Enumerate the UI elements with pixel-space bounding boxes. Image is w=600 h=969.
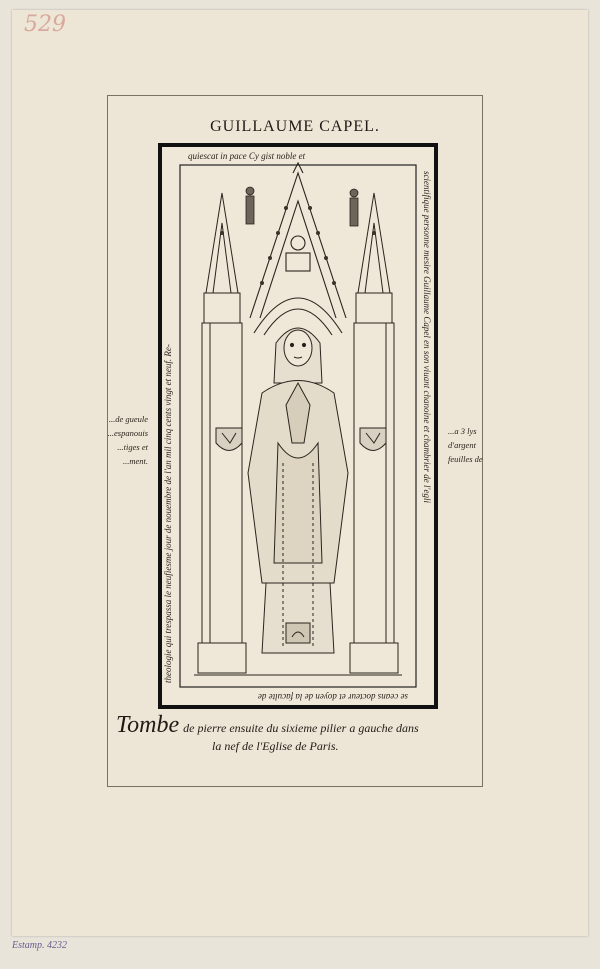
collection-stamp-note: Estamp. 4232	[12, 940, 67, 951]
heraldry-note-left: ...de gueule ...espanouis ...tiges et ...ment.	[107, 414, 148, 466]
caption-lead: Tombe	[116, 712, 180, 738]
left-statue	[246, 187, 254, 224]
left-shield	[216, 428, 242, 451]
inscription-top: quiescat in pace Cy gist noble et	[188, 151, 306, 161]
heraldry-note-right: ...a 3 lys d'argent feuilles de	[448, 426, 483, 464]
inscription-bottom: se ceans docteur et doyen de la faculte de	[257, 692, 408, 702]
right-statue	[350, 189, 358, 226]
inscription-right: scientifique personne mesire Guillaume Capel en son viuant chanoine et chambrier de l'egli	[422, 171, 432, 504]
caption-line1: de pierre ensuite du sixieme pilier a gauche dans	[183, 721, 419, 735]
inventory-number: 529	[24, 12, 66, 37]
inscription-left: theologie qui trespassa le neufiesme jour de nouembre de l'an mil cinq cents vingt et neuf. Re-	[163, 344, 173, 683]
tomb-slab-drawing	[158, 143, 438, 709]
caption-line2: la nef de l'Eglise de Paris.	[212, 739, 339, 753]
tomb-title: GUILLAUME CAPEL.	[210, 118, 380, 135]
right-shield	[360, 428, 386, 451]
caption	[116, 712, 486, 754]
